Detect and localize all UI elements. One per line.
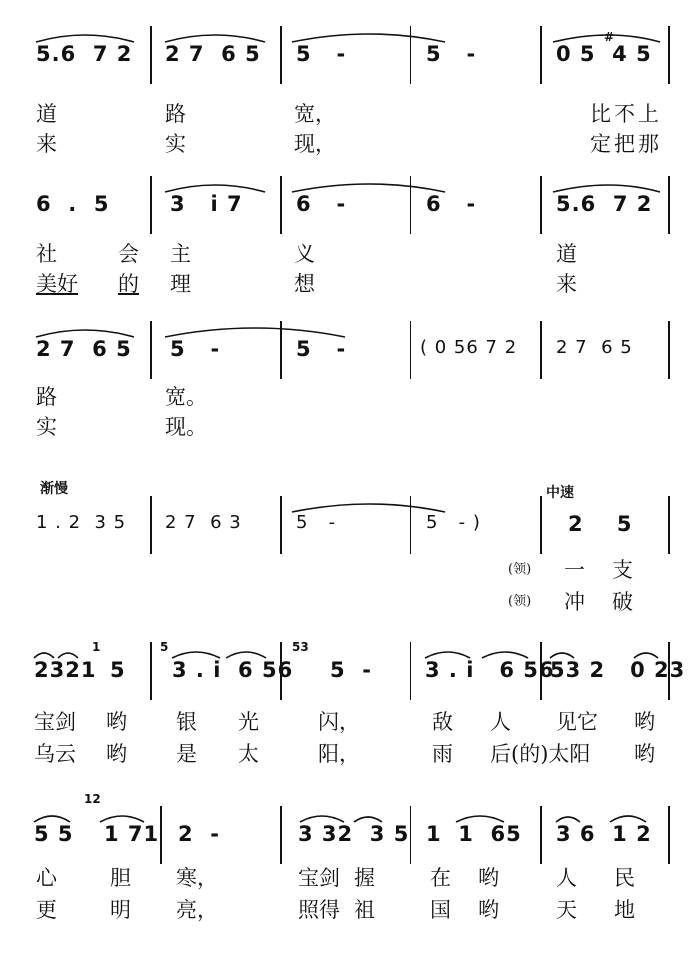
grace-note: 5 (160, 640, 169, 654)
lyric: 哟 (634, 742, 655, 766)
lyric: 银 (176, 710, 197, 734)
notation-row-4 (0, 490, 700, 560)
lyric: 祖 (354, 898, 375, 922)
lyric: 哟 (106, 710, 127, 734)
lyric: 不 (614, 102, 635, 126)
sharp-sign: # (604, 30, 615, 44)
barline (668, 806, 670, 864)
barline (150, 496, 152, 554)
measure: 2 5 (568, 512, 633, 536)
measure: 5.6 7 2 (556, 192, 653, 216)
lyric: 那 (638, 132, 659, 156)
measure: 3 i 7 (170, 192, 243, 216)
notation-row-6 (0, 792, 700, 870)
barline (280, 806, 282, 864)
lyric: 社 (36, 242, 57, 266)
measure: 53 2 0 23 (550, 658, 686, 682)
lyric: 会 (118, 242, 139, 266)
lyric: 实 (165, 132, 186, 156)
lyric: 天 (556, 898, 577, 922)
lyric: 亮， (176, 898, 218, 922)
barline (540, 496, 542, 554)
lyric: 路 (36, 385, 57, 409)
barline (410, 321, 411, 379)
measure: 5.6 7 2 (36, 42, 133, 66)
barline (150, 321, 152, 379)
measure: 2 7 6 5 (556, 337, 633, 358)
lyric: 雨 (432, 742, 453, 766)
notation-row-2 (0, 170, 700, 240)
measure: 2 7 6 5 (165, 42, 261, 66)
measure: 6 - (426, 192, 477, 216)
notation-row-3 (0, 315, 700, 385)
lyric: 握 (354, 866, 375, 890)
barline (150, 176, 152, 234)
lyric: 想 (294, 272, 315, 296)
lyric: 人 (556, 866, 577, 890)
grace-note: 1 (92, 640, 101, 654)
lyric: (领) (508, 562, 532, 577)
lyric: 破 (612, 590, 633, 614)
measure: 5 - (296, 42, 347, 66)
lyric: 照得 (298, 898, 340, 922)
measure: 5 (110, 658, 126, 682)
lyric: 现。 (165, 415, 207, 439)
barline (160, 806, 162, 864)
barline (150, 26, 152, 84)
tempo-marking: 渐慢 (40, 481, 68, 497)
measure: 1 1 65 (426, 822, 522, 846)
lyric: 后(的)太阳 (490, 742, 591, 766)
lyric: 在 (430, 866, 451, 890)
measure: 2 7 6 5 (36, 337, 132, 361)
measure: 3 . i 6 56 (425, 658, 555, 682)
notation-row-5 (0, 636, 700, 706)
lyric: 阳， (318, 742, 360, 766)
notation-row-1 (0, 20, 700, 90)
lyric: 宽， (294, 102, 336, 126)
measure: 5 - ) (426, 512, 481, 533)
lyric: 哟 (106, 742, 127, 766)
measure: 6 . 5 (36, 192, 110, 216)
barline (410, 26, 411, 84)
lyric: 宝剑 (34, 710, 76, 734)
lyric: 是 (176, 742, 197, 766)
lyric: 明 (110, 898, 131, 922)
barline (540, 321, 542, 379)
lyric: 路 (165, 102, 186, 126)
measure: 3 32 3 5 (298, 822, 410, 846)
measure: 5 - (296, 512, 337, 533)
lyric: 冲 (564, 590, 585, 614)
barline (668, 26, 670, 84)
lyric: 来 (36, 132, 57, 156)
lyric: 胆 (110, 866, 131, 890)
lyric: 太 (238, 742, 259, 766)
lyric: 寒， (176, 866, 218, 890)
measure: 1 . 2 3 5 (36, 512, 127, 533)
barline (280, 26, 282, 84)
barline (410, 806, 411, 864)
lyric: 实 (36, 415, 57, 439)
lyric: (领) (508, 594, 532, 609)
lyric: 闪， (318, 710, 360, 734)
tempo-marking: 中速 (546, 485, 574, 501)
measure: 2 7 6 3 (165, 512, 242, 533)
lyric: 见它 (556, 710, 598, 734)
lyric: 光 (238, 710, 259, 734)
lyric: 定 (590, 132, 611, 156)
lyric: 地 (614, 898, 635, 922)
lyric: 更 (36, 898, 57, 922)
lyric: 宽。 (165, 385, 207, 409)
lyric: 义 (294, 242, 315, 266)
measure: 3 6 1 2 (556, 822, 652, 846)
lyric: 哟 (478, 898, 499, 922)
measure: 6 - (296, 192, 347, 216)
barline (280, 321, 282, 379)
barline (540, 806, 542, 864)
grace-note: 53 (292, 640, 309, 654)
barline (280, 176, 282, 234)
lyric: 主 (170, 242, 191, 266)
lyric: 的 (118, 272, 139, 296)
barline (668, 321, 670, 379)
lyric: 心 (36, 866, 57, 890)
measure: 0 5 4 5 (556, 42, 652, 66)
lyric: 来 (556, 272, 577, 296)
lyric: 乌云 (34, 742, 76, 766)
barline (410, 176, 411, 234)
measure: 1 71 (104, 822, 160, 846)
barline (540, 26, 542, 84)
lyric: 国 (430, 898, 451, 922)
measure: 5 5 (34, 822, 74, 846)
measure: 2321 (34, 658, 97, 682)
lyric: 哟 (478, 866, 499, 890)
measure: 5 - (170, 337, 221, 361)
measure: 5 - (330, 658, 372, 682)
lyric: 上 (638, 102, 659, 126)
grace-note: 12 (84, 792, 101, 806)
lyric: 人 (490, 710, 511, 734)
lyric: 把 (614, 132, 635, 156)
barline (668, 496, 670, 554)
lyric: 比 (590, 102, 611, 126)
measure: 5 - (296, 337, 347, 361)
barline (410, 496, 411, 554)
barline (668, 176, 670, 234)
lyric: 理 (170, 272, 191, 296)
lyric: 美好 (36, 272, 78, 296)
lyric: 哟 (634, 710, 655, 734)
barline (280, 496, 282, 554)
measure: 2 - (178, 822, 220, 846)
barline (150, 642, 152, 700)
lyric: 现， (294, 132, 336, 156)
lyric: 道 (36, 102, 57, 126)
lyric: 民 (614, 866, 635, 890)
measure: ( 0 56 7 2 (420, 337, 518, 358)
lyric: 敌 (432, 710, 453, 734)
lyric: 一 (564, 558, 585, 582)
barline (410, 642, 411, 700)
lyric: 宝剑 (298, 866, 340, 890)
measure: 3 . i 6 56 (172, 658, 294, 682)
lyric: 道 (556, 242, 577, 266)
barline (540, 176, 542, 234)
measure: 5 - (426, 42, 477, 66)
lyric: 支 (612, 558, 633, 582)
